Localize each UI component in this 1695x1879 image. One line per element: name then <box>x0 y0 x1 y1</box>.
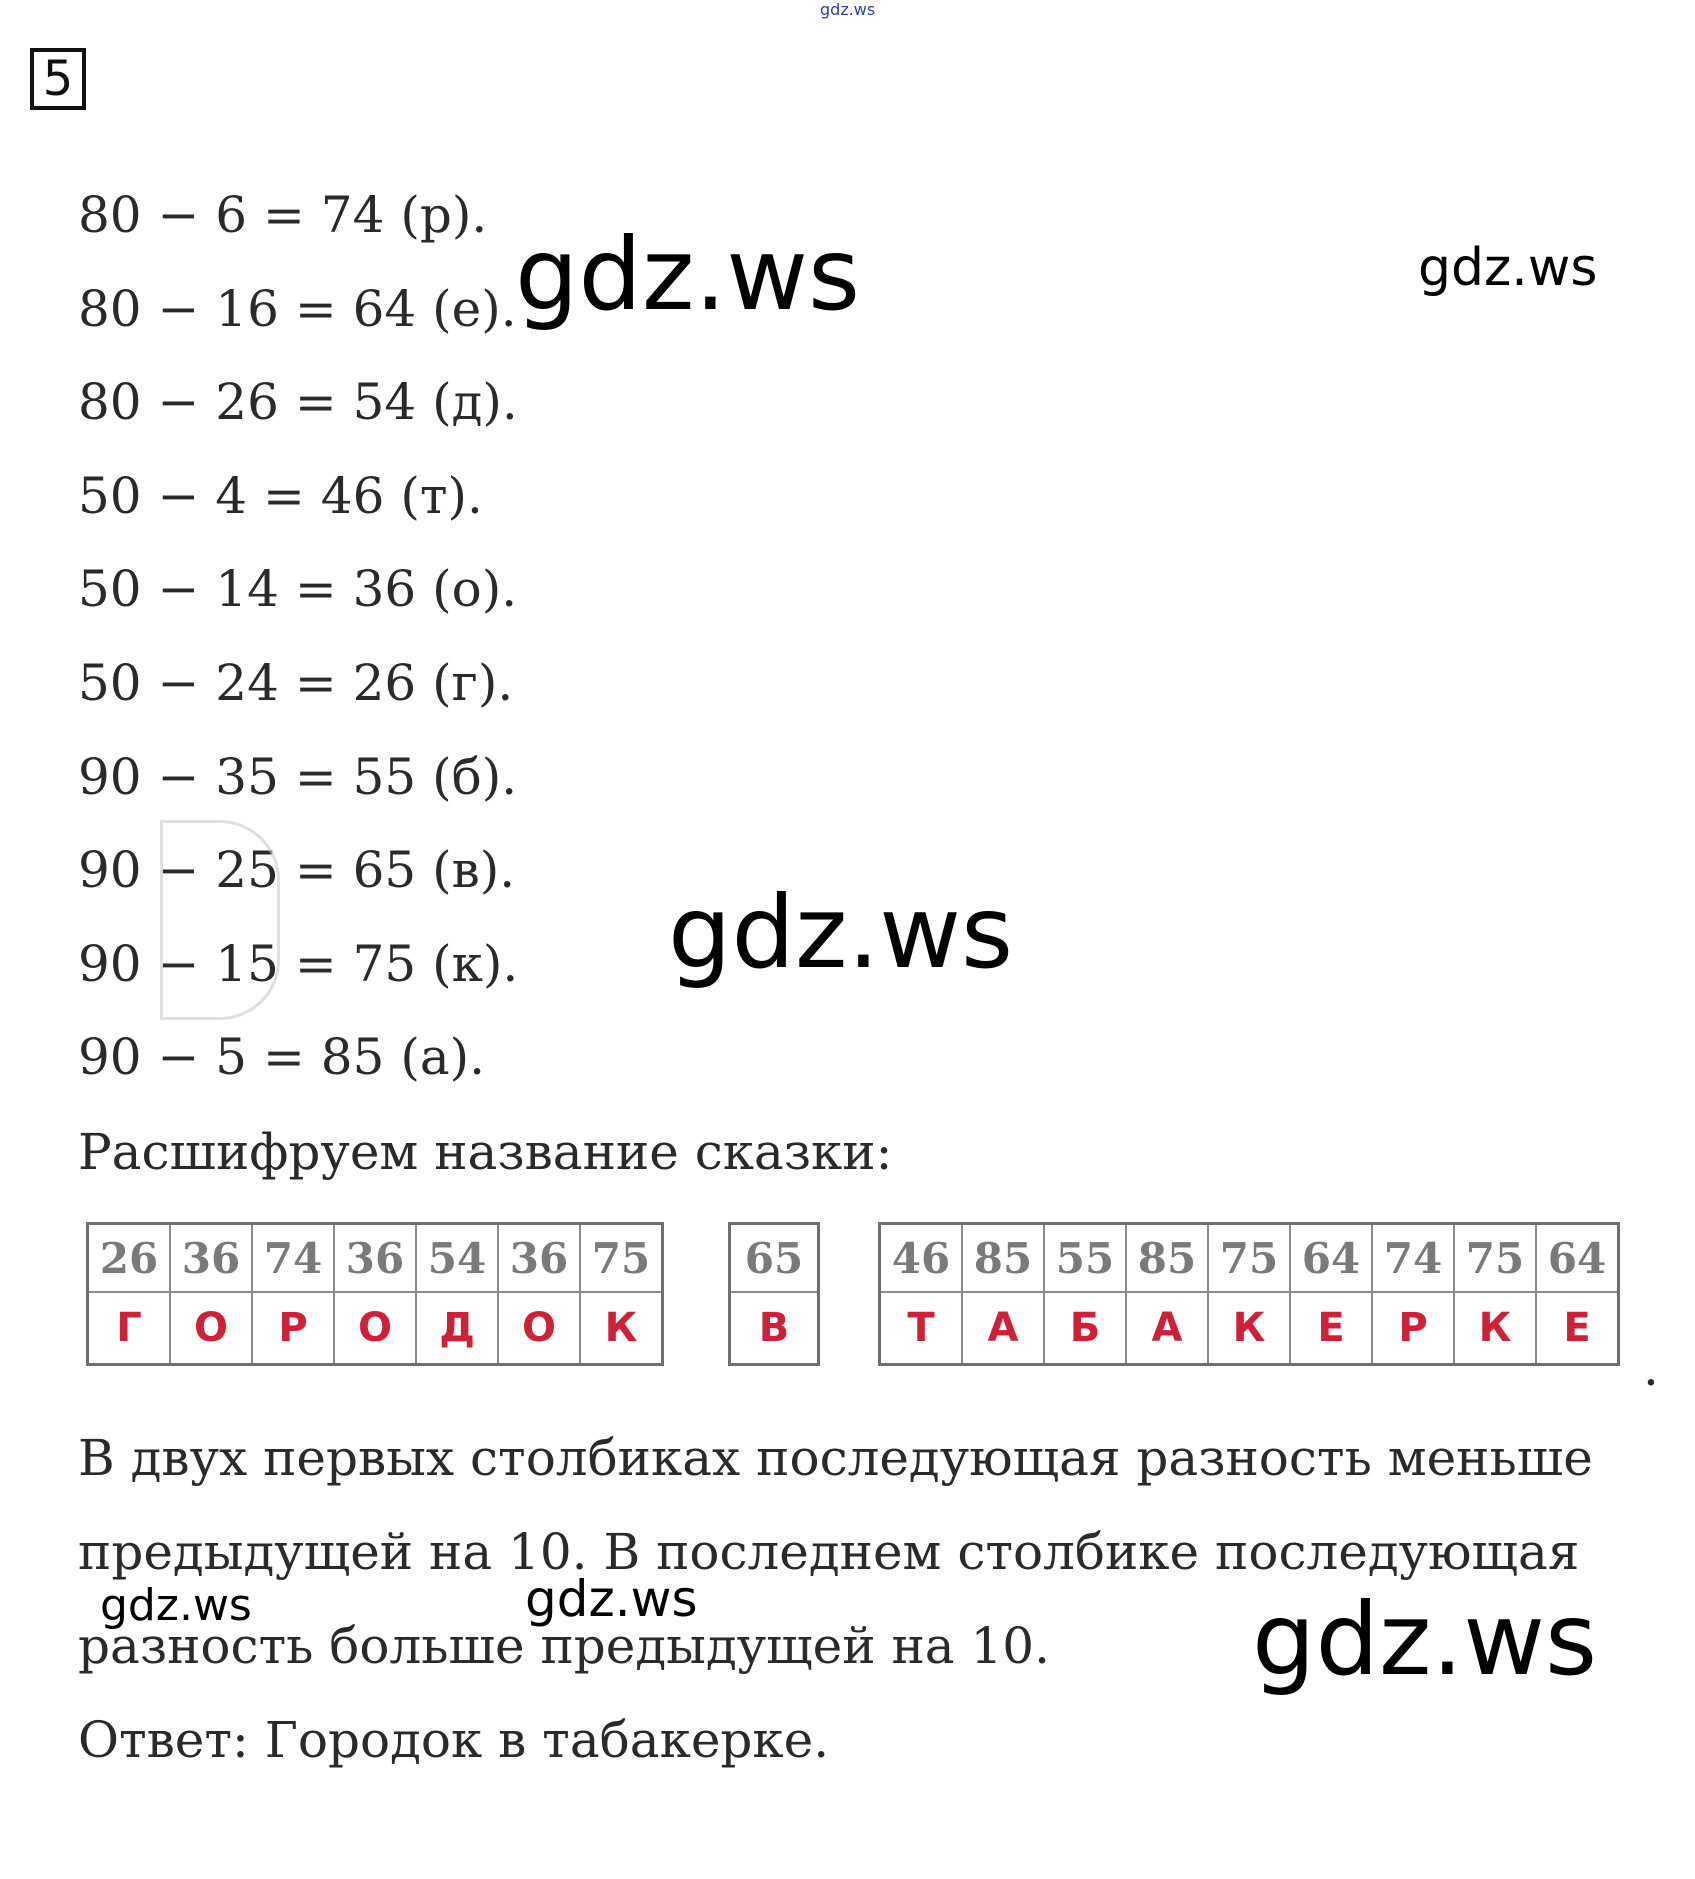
cipher-letter: Р <box>1372 1292 1454 1365</box>
cipher-letter: Р <box>252 1292 334 1365</box>
cipher-number: 65 <box>730 1224 819 1293</box>
equation-line: 50 − 24 = 26 (г). <box>78 653 514 712</box>
cipher-number: 55 <box>1044 1224 1126 1293</box>
watermark-large: gdz.ws <box>515 216 861 333</box>
cipher-letter: Б <box>1044 1292 1126 1365</box>
cipher-letter: Е <box>1536 1292 1619 1365</box>
cipher-letter: А <box>1126 1292 1208 1365</box>
equation-line: 90 − 5 = 85 (а). <box>78 1028 486 1087</box>
equation-list <box>78 185 518 1121</box>
equation-line: 90 − 15 = 75 (к). <box>78 934 519 993</box>
cipher-number: 75 <box>580 1224 663 1293</box>
cipher-letter: О <box>498 1292 580 1365</box>
cipher-letter: В <box>730 1292 819 1365</box>
answer-line: Ответ: Городок в табакерке. <box>78 1711 830 1769</box>
cipher-number: 54 <box>416 1224 498 1293</box>
cipher-letter: Т <box>880 1292 963 1365</box>
cipher-number: 36 <box>334 1224 416 1293</box>
cipher-number: 64 <box>1536 1224 1619 1293</box>
equation-line: 90 − 25 = 65 (в). <box>78 841 516 900</box>
explanation-line: предыдущей на 10. В последнем столбике последующая <box>78 1523 1580 1581</box>
cipher-letter: Е <box>1290 1292 1372 1365</box>
cipher-number: 75 <box>1208 1224 1290 1293</box>
cipher-letter: К <box>580 1292 663 1365</box>
task-number-box: 5 <box>30 48 86 110</box>
equation-line: 50 − 14 = 36 (о). <box>78 560 518 619</box>
top-watermark: gdz.ws <box>820 0 876 19</box>
cipher-letter: К <box>1454 1292 1536 1365</box>
cipher-number: 74 <box>1372 1224 1454 1293</box>
cipher-letter: К <box>1208 1292 1290 1365</box>
equation-line: 80 − 26 = 54 (д). <box>78 373 518 432</box>
equation-line: 80 − 16 = 64 (е). <box>78 279 517 338</box>
equation-line: 80 − 6 = 74 (р). <box>78 186 488 244</box>
equation-line: 50 − 4 = 46 (т). <box>78 466 483 525</box>
cipher-letter: Д <box>416 1292 498 1365</box>
explanation-line: разность больше предыдущей на 10. <box>78 1617 1050 1675</box>
cipher-number: 85 <box>962 1224 1044 1293</box>
cipher-table-tabakerke <box>878 1222 1620 1366</box>
watermark-small: gdz.ws <box>100 1580 252 1631</box>
cipher-letter: А <box>962 1292 1044 1365</box>
faint-background-letter <box>160 820 280 1020</box>
cipher-number: 85 <box>1126 1224 1208 1293</box>
cipher-number: 36 <box>498 1224 580 1293</box>
watermark-small: gdz.ws <box>525 1570 698 1628</box>
cipher-table-v <box>728 1222 820 1366</box>
cipher-letter: О <box>170 1292 252 1365</box>
cipher-letter: Г <box>88 1292 171 1365</box>
cipher-letter: О <box>334 1292 416 1365</box>
cipher-number: 74 <box>252 1224 334 1293</box>
cipher-number: 64 <box>1290 1224 1372 1293</box>
equation-line: 90 − 35 = 55 (б). <box>78 747 518 806</box>
watermark-large: gdz.ws <box>1252 1581 1598 1698</box>
table-end-period: . <box>1643 1339 1659 1397</box>
cipher-number: 36 <box>170 1224 252 1293</box>
cipher-table-gorodok <box>86 1222 664 1366</box>
watermark-large: gdz.ws <box>668 874 1014 991</box>
cipher-number: 26 <box>88 1224 171 1293</box>
cipher-number: 46 <box>880 1224 963 1293</box>
explanation-line: В двух первых столбиках последующая разность меньше <box>78 1429 1593 1487</box>
watermark-small: gdz.ws <box>1418 238 1598 298</box>
decode-intro: Расшифруем название сказки: <box>78 1123 893 1181</box>
cipher-number: 75 <box>1454 1224 1536 1293</box>
